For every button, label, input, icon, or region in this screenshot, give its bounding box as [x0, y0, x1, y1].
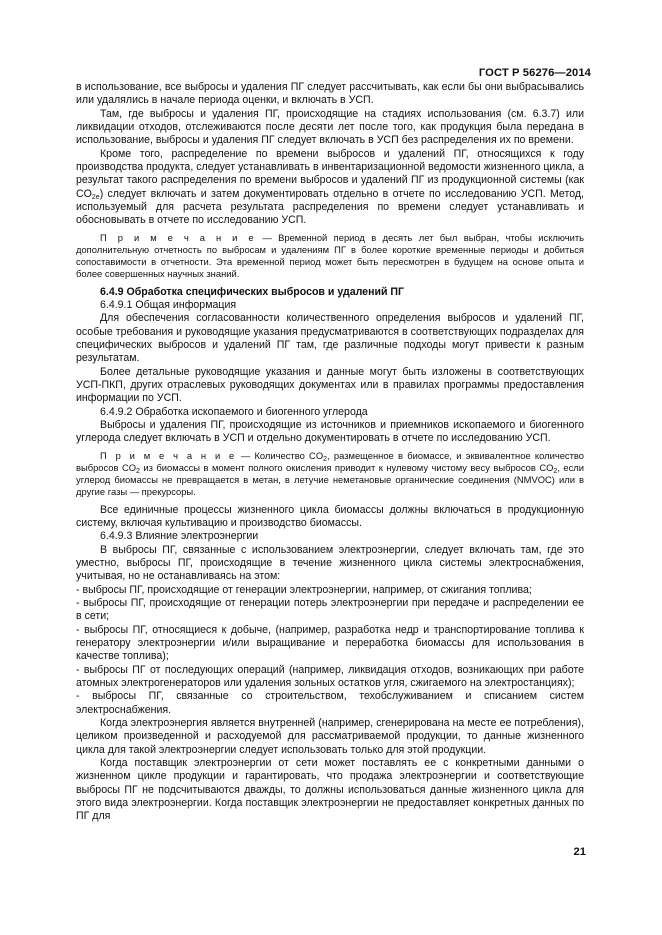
- note-label: П р и м е ч а н и е: [100, 449, 237, 461]
- note-text: , если углерод биомассы не превращается в метан, в летучие неметановые органические соединения (NMVOC) или в другие газы — прекурсоры.: [76, 461, 584, 498]
- standard-header: ГОСТ Р 56276—2014: [478, 67, 591, 79]
- subsection-heading: 6.4.9.3 Влияние электроэнергии: [100, 530, 259, 543]
- section-heading: 6.4.9 Обработка специфических выбросов и удалений ПГ: [100, 285, 405, 298]
- note-text: , размещенное в биомассе, и эквивалентное количество выбросов CO: [76, 449, 584, 473]
- paragraph: в использование, все выбросы и удаления ПГ следует рассчитывать, как если бы они выбрасывались или удалялись в начале периода оценки, и включать в УСП.: [76, 81, 584, 107]
- subsection-heading: 6.4.9.1 Общая информация: [100, 298, 237, 311]
- paragraph: В выбросы ПГ, связанные с использованием электроэнергии, следует включать там, где это уместно, выбросы ПГ, происходящие в течение жизненного цикла системы электроснабжения, учитывая, но не останавливаясь на этом:: [76, 543, 584, 583]
- list-item: - выбросы ПГ, связанные со строительством, техобслуживанием и списанием систем электроснабжения.: [76, 690, 584, 716]
- paragraph: [76, 148, 584, 228]
- note-text: — Количество CO: [236, 449, 324, 461]
- subscript: 2: [323, 455, 328, 463]
- paragraph: Более детальные руководящие указания и данные могут быть изложены в соответствующих УСП-ПКП, других отраслевых руководящих документах или в правилах программы предоставления информации по УСП.: [76, 365, 584, 405]
- paragraph-text: ) следует включать и затем документировать отдельно в отчете по исследованию УСП. Метод, используемый для расчета результата распределения по времени следует устанавливать и обосновывать в отчете по исследованию УСП.: [76, 187, 584, 227]
- subscript: 2e: [91, 193, 100, 201]
- note-text: из биомассы в момент полного окисления приводит к нулевому чистому весу выбросов CO: [139, 461, 554, 473]
- note: [76, 450, 584, 499]
- paragraph: Когда электроэнергия является внутренней (например, сгенерирована на месте ее потребления), целиком произведенной и расходуемой для рассматриваемой продукции, то данные жизненного цикла для такой электроэнергии следует использовать только для этой продукции.: [76, 717, 584, 756]
- list-item: - выбросы ПГ от последующих операций (например, ликвидация отходов, возникающих при работе атомных электрогенераторов или удаления зольных остатков угля, сжигаемого на электростанциях);: [76, 663, 584, 689]
- note: [76, 232, 584, 281]
- list-item: - выбросы ПГ, происходящие от генерации потерь электроэнергии при передаче и распределении ее в сети;: [76, 596, 584, 623]
- paragraph: Выбросы и удаления ПГ, происходящие из источников и приемников ископаемого и биогенного углерода следует включать в УСП и отдельно документировать в отчете по исследованию УСП.: [76, 419, 584, 445]
- paragraph: Там, где выбросы и удаления ПГ, происходящие на стадиях использования (см. 6.3.7) или ликвидации отходов, отслеживаются после десяти лет после того, как продукция была передана в использование, выбросы и удаления ПГ следует включать в УСП без распределения их по времени.: [76, 107, 584, 147]
- page-number: 21: [573, 846, 586, 858]
- subscript: 2: [553, 467, 558, 475]
- subscript: 2: [136, 467, 140, 475]
- note-label: П р и м е ч а н и е: [100, 231, 256, 243]
- subsection-heading: 6.4.9.2 Обработка ископаемого и биогенного углерода: [100, 405, 368, 418]
- page-content: [76, 81, 584, 824]
- paragraph: Для обеспечения согласованности количественного определения выбросов и удалений ПГ, особые требования и руководящие указания предусматриваются в соответствующих подразделах для специфических выбросов и удалений ПГ там, где различные подходы могут привести к разным результатам.: [76, 312, 584, 365]
- paragraph: Все единичные процессы жизненного цикла биомассы должны включаться в продукционную систему, включая культивацию и производство биомассы.: [76, 503, 584, 529]
- paragraph-text: Кроме того, распределение по времени выбросов и удалений ПГ, относящихся к году производства продукта, следует устанавливать в инвентаризационной ведомости жизненного цикла, а результат такого распределения по времени выбросов и удалений ПГ из продукционной системы (как CO: [76, 147, 584, 200]
- list-item: - выбросы ПГ, относящиеся к добыче, (например, разработка недр и транспортирование топлива к генератору электроэнергии и/или выращивание и переработка биомассы для использования в качестве топлива);: [76, 623, 584, 663]
- paragraph: Когда поставщик электроэнергии от сети может поставлять ее с конкретными данными о жизненном цикле продукции и гарантировать, что продажа электроэнергии и соответствующие выбросы ПГ не подсчитываются дважды, то должны использоваться данные жизненного цикла для этого вида электроэнергии. Когда поставщик электроэнергии не предоставляет конкретных данных по ПГ для: [76, 757, 584, 823]
- list-item: - выбросы ПГ, происходящие от генерации электроэнергии, например, от сжигания топлива;: [76, 583, 532, 596]
- note-text: — Временной период в десять лет был выбран, чтобы исключить дополнительную отчетность по выбросам и удалениям ПГ в более короткие временные периоды и добиться сопоставимости в отчетности. Эта временной период может быть пересмотрен в будущем на основе опыта и более совершенных научных знаний.: [76, 231, 585, 280]
